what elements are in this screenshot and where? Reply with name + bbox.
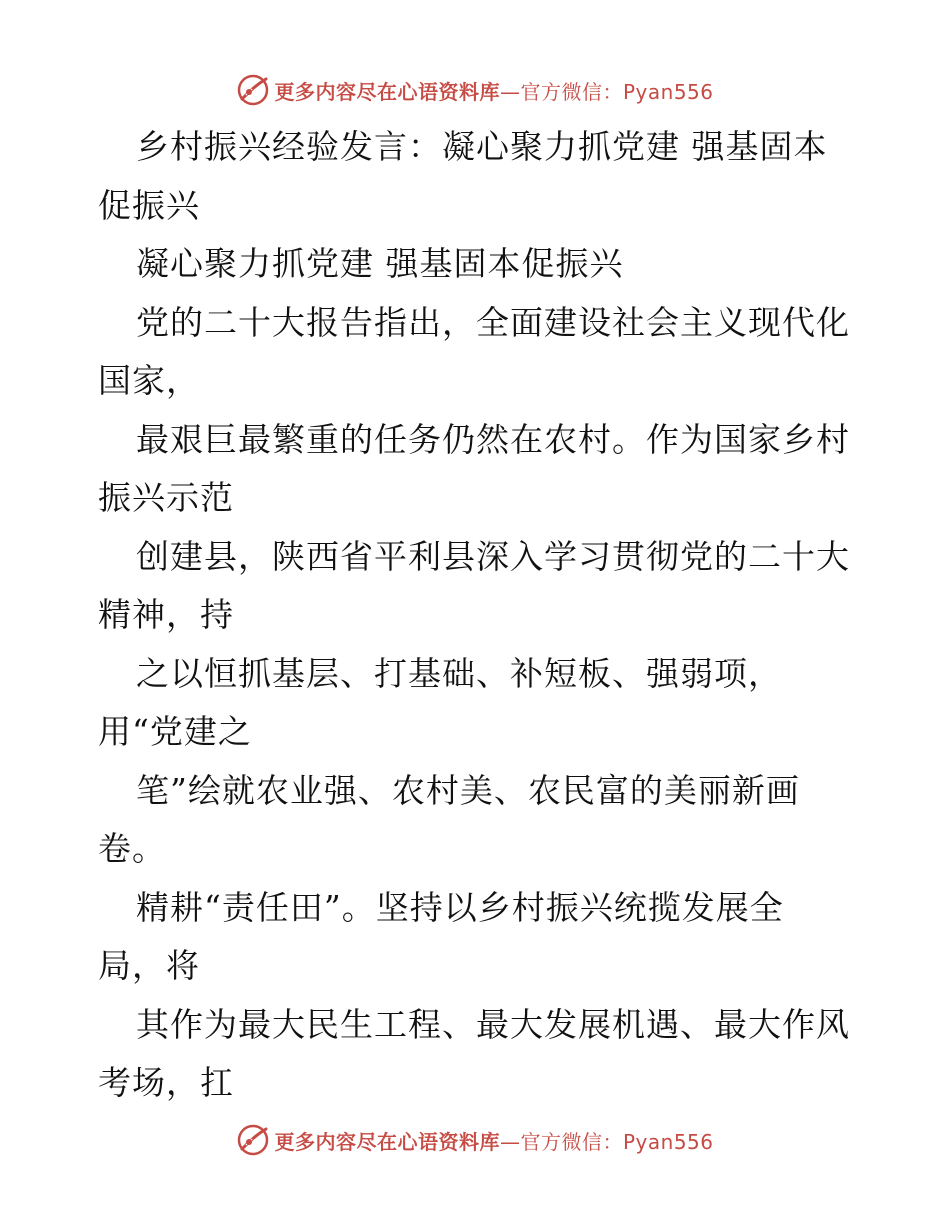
text-line: 之以恒抓基层、打基础、补短板、强弱项， (136, 653, 782, 693)
brand-logo-icon (236, 73, 270, 107)
text-line: 创建县，陕西省平利县深入学习贯彻党的二十大 (136, 536, 850, 576)
text-line: 局，将 (98, 946, 200, 985)
banner-main-text: 更多内容尽在心语资料库 (274, 79, 500, 104)
banner-separator: — (499, 79, 521, 104)
text-line: 用“党建之 (98, 712, 252, 751)
banner-separator: — (499, 1129, 521, 1154)
text-line: 最艰巨最繁重的任务仍然在农村。作为国家乡村 (136, 419, 850, 459)
banner-wechat-id: Pyan556 (622, 79, 714, 104)
text-line: 党的二十大报告指出，全面建设社会主义现代化 (136, 302, 850, 342)
text-line: 精神，持 (98, 595, 234, 634)
banner-wechat-label: 官方微信： (520, 1129, 623, 1154)
header-banner (0, 70, 950, 110)
document-body (98, 118, 858, 1113)
text-line: 考场，扛 (98, 1063, 234, 1102)
text-line: 国家， (98, 361, 200, 400)
text-line: 卷。 (98, 829, 166, 868)
text-line: 凝心聚力抓党建 强基固本促振兴 (136, 244, 624, 283)
text-line: 笔”绘就农业强、农村美、农民富的美丽新画 (136, 770, 800, 810)
footer-banner (0, 1120, 950, 1160)
text-line: 精耕“责任田”。坚持以乡村振兴统揽发展全 (136, 887, 784, 927)
text-line: 乡村振兴经验发言：凝心聚力抓党建 强基固本 (136, 127, 828, 166)
text-line: 促振兴 (98, 185, 200, 225)
banner-wechat-label: 官方微信： (520, 79, 623, 104)
text-line: 振兴示范 (98, 478, 234, 517)
banner-main-text: 更多内容尽在心语资料库 (274, 1129, 500, 1154)
brand-logo-icon (236, 1123, 270, 1157)
banner-wechat-id: Pyan556 (622, 1129, 714, 1154)
text-line: 其作为最大民生工程、最大发展机遇、最大作风 (136, 1004, 850, 1044)
